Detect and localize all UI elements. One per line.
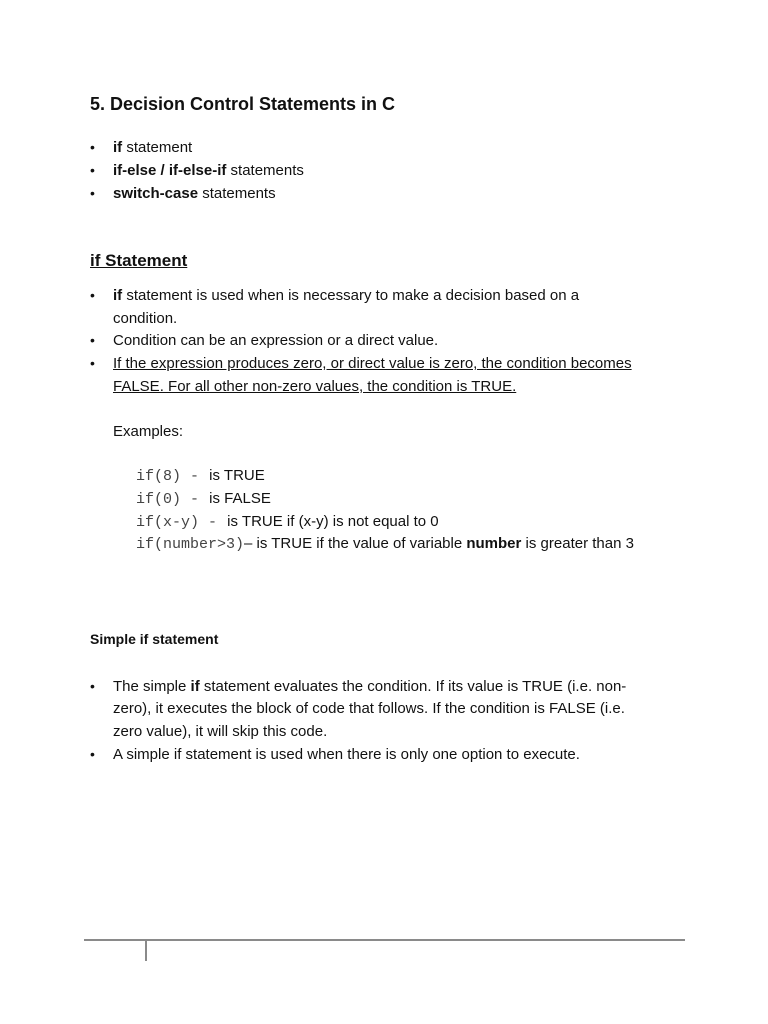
if-bullet-1-line-1: if statement is used when is necessary to make a decision based on a bbox=[113, 287, 580, 304]
simple-if-bullet-2: A simple if statement is used when there is only one option to execute. bbox=[113, 746, 580, 763]
overview-item-if: if statement bbox=[113, 139, 193, 156]
code-snippet: if(x-y) - bbox=[136, 514, 218, 531]
if-bullet-1-line-2: condition. bbox=[113, 310, 178, 327]
if-bullet-3-line-1: If the expression produces zero, or direct value is zero, the condition becomes bbox=[113, 355, 632, 372]
examples-label: Examples: bbox=[113, 423, 184, 440]
bullet-marker: • bbox=[90, 355, 95, 371]
example-line: if(number>3)– is TRUE if the value of variable number is greater than 3 bbox=[136, 535, 634, 553]
footer-divider bbox=[84, 939, 685, 941]
simple-if-bullet-1-line-3: zero value), it will skip this code. bbox=[113, 723, 328, 740]
bullet-marker: • bbox=[90, 185, 95, 201]
if-bullet-2: Condition can be an expression or a direct value. bbox=[113, 332, 439, 349]
bullet-marker: • bbox=[90, 332, 95, 348]
overview-item-switch-case: switch-case statements bbox=[113, 185, 276, 202]
bullet-marker: • bbox=[90, 678, 95, 694]
example-line: if(8) - is TRUE bbox=[136, 467, 265, 485]
code-snippet: if(0) - bbox=[136, 491, 200, 508]
section-title-simple-if: Simple if statement bbox=[90, 631, 219, 647]
code-snippet: if(8) - bbox=[136, 468, 200, 485]
simple-if-bullet-1-line-2: zero), it executes the block of code that follows. If the condition is FALSE (i.e. bbox=[113, 700, 625, 717]
bullet-marker: • bbox=[90, 287, 95, 303]
example-line: if(0) - is FALSE bbox=[136, 490, 271, 508]
section-title-if-statement: if Statement bbox=[90, 251, 188, 270]
bullet-marker: • bbox=[90, 746, 95, 762]
bullet-marker: • bbox=[90, 162, 95, 178]
bullet-marker: • bbox=[90, 139, 95, 155]
example-line: if(x-y) - is TRUE if (x-y) is not equal to 0 bbox=[136, 513, 439, 531]
simple-if-bullet-1-line-1: The simple if statement evaluates the condition. If its value is TRUE (i.e. non- bbox=[113, 678, 627, 695]
overview-item-if-else: if-else / if-else-if statements bbox=[113, 162, 304, 179]
code-snippet: if(number>3) bbox=[136, 536, 245, 553]
page-title: 5. Decision Control Statements in C bbox=[90, 94, 396, 114]
if-bullet-3-line-2: FALSE. For all other non-zero values, the condition is TRUE. bbox=[113, 378, 517, 395]
footer-divider-tick bbox=[145, 941, 147, 961]
